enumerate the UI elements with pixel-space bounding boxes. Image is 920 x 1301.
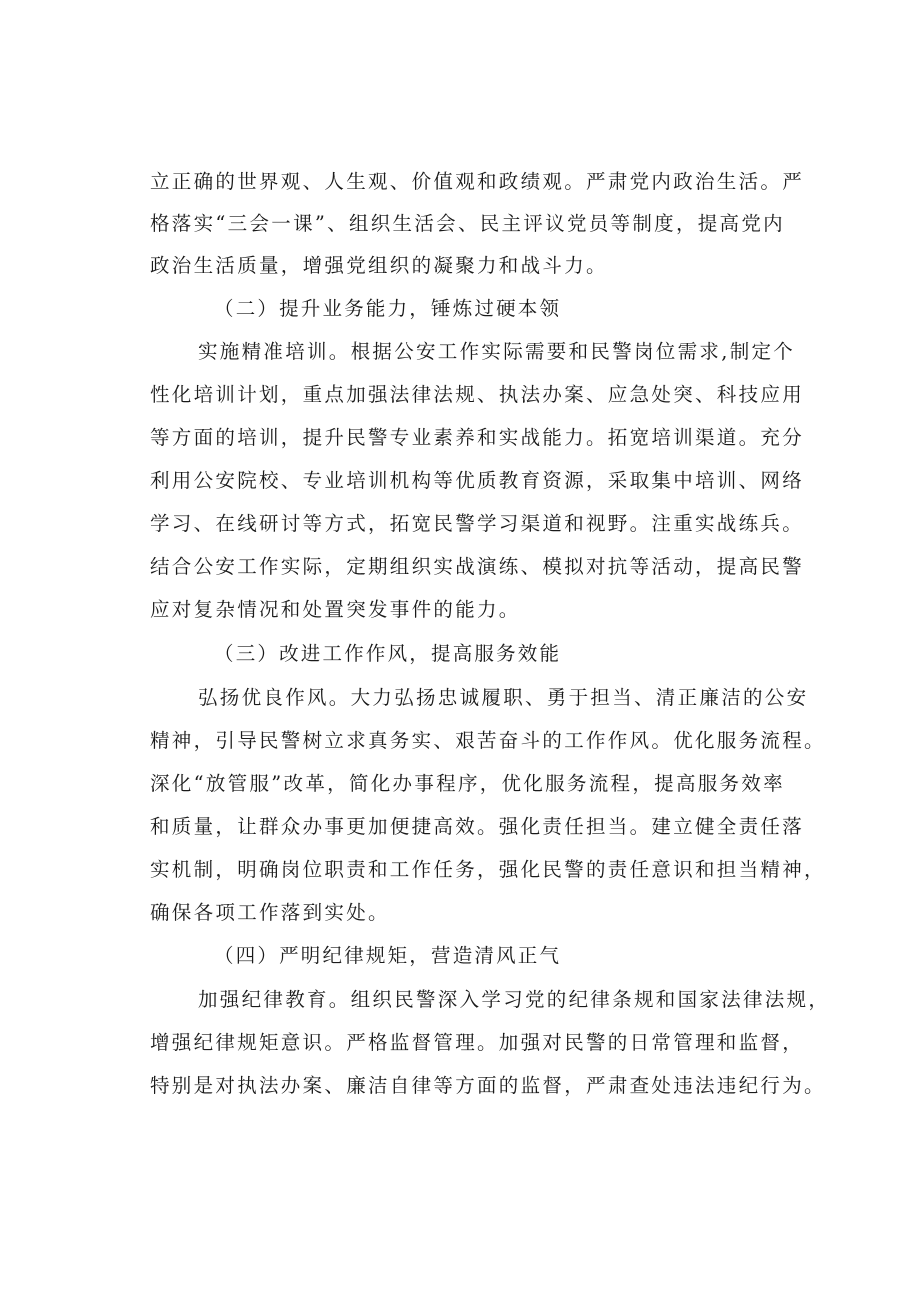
section-heading: （三）改进工作作风，提高服务效能 [214, 642, 562, 665]
body-text-line: 精神，引导民警树立求真务实、艰苦奋斗的工作作风。优化服务流程。 [150, 729, 826, 752]
body-text-line: 特别是对执法办案、廉洁自律等方面的监督，严肃查处违法违纪行为。 [150, 1074, 826, 1097]
body-text-line: 政治生活质量，增强党组织的凝聚力和战斗力。 [150, 254, 608, 277]
body-text-line: 性化培训计划，重点加强法律法规、执法办案、应急处突、科技应用 [150, 383, 805, 406]
body-text-line: 加强纪律教育。组织民警深入学习党的纪律条规和国家法律法规， [198, 988, 831, 1011]
section-heading: （四）严明纪律规矩，营造清风正气 [214, 944, 562, 967]
body-text-line: 立正确的世界观、人生观、价值观和政绩观。严肃党内政治生活。严 [150, 170, 805, 193]
body-text-line: 深化“放管服”改革，简化办事程序，优化服务流程，提高服务效率 [150, 772, 785, 795]
body-text-line: 弘扬优良作风。大力弘扬忠诚履职、勇于担当、清正廉洁的公安 [198, 686, 809, 709]
body-text-line: 实施精准培训。根据公安工作实际需要和民警岗位需求,制定个 [198, 340, 796, 363]
body-text-line: 学习、在线研讨等方式，拓宽民警学习渠道和视野。注重实战练兵。 [150, 512, 805, 535]
section-heading: （二）提升业务能力，锤炼过硬本领 [214, 297, 562, 320]
body-text-line: 确保各项工作落到实处。 [150, 901, 390, 924]
body-text-line: 等方面的培训，提升民警专业素养和实战能力。拓宽培训渠道。充分 [150, 426, 805, 449]
body-text-line: 应对复杂情况和处置突发事件的能力。 [150, 598, 521, 621]
body-text-line: 增强纪律规矩意识。严格监督管理。加强对民警的日常管理和监督， [150, 1031, 805, 1054]
body-text-line: 和质量，让群众办事更加便捷高效。强化责任担当。建立健全责任落 [150, 815, 805, 838]
body-text-line: 利用公安院校、专业培训机构等优质教育资源，采取集中培训、网络 [150, 469, 805, 492]
body-text-line: 格落实“三会一课”、组织生活会、民主评议党员等制度，提高党内 [150, 212, 785, 235]
body-text-line: 结合公安工作实际，定期组织实战演练、模拟对抗等活动，提高民警 [150, 555, 805, 578]
body-text-line: 实机制，明确岗位职责和工作任务，强化民警的责任意识和担当精神， [150, 858, 826, 881]
